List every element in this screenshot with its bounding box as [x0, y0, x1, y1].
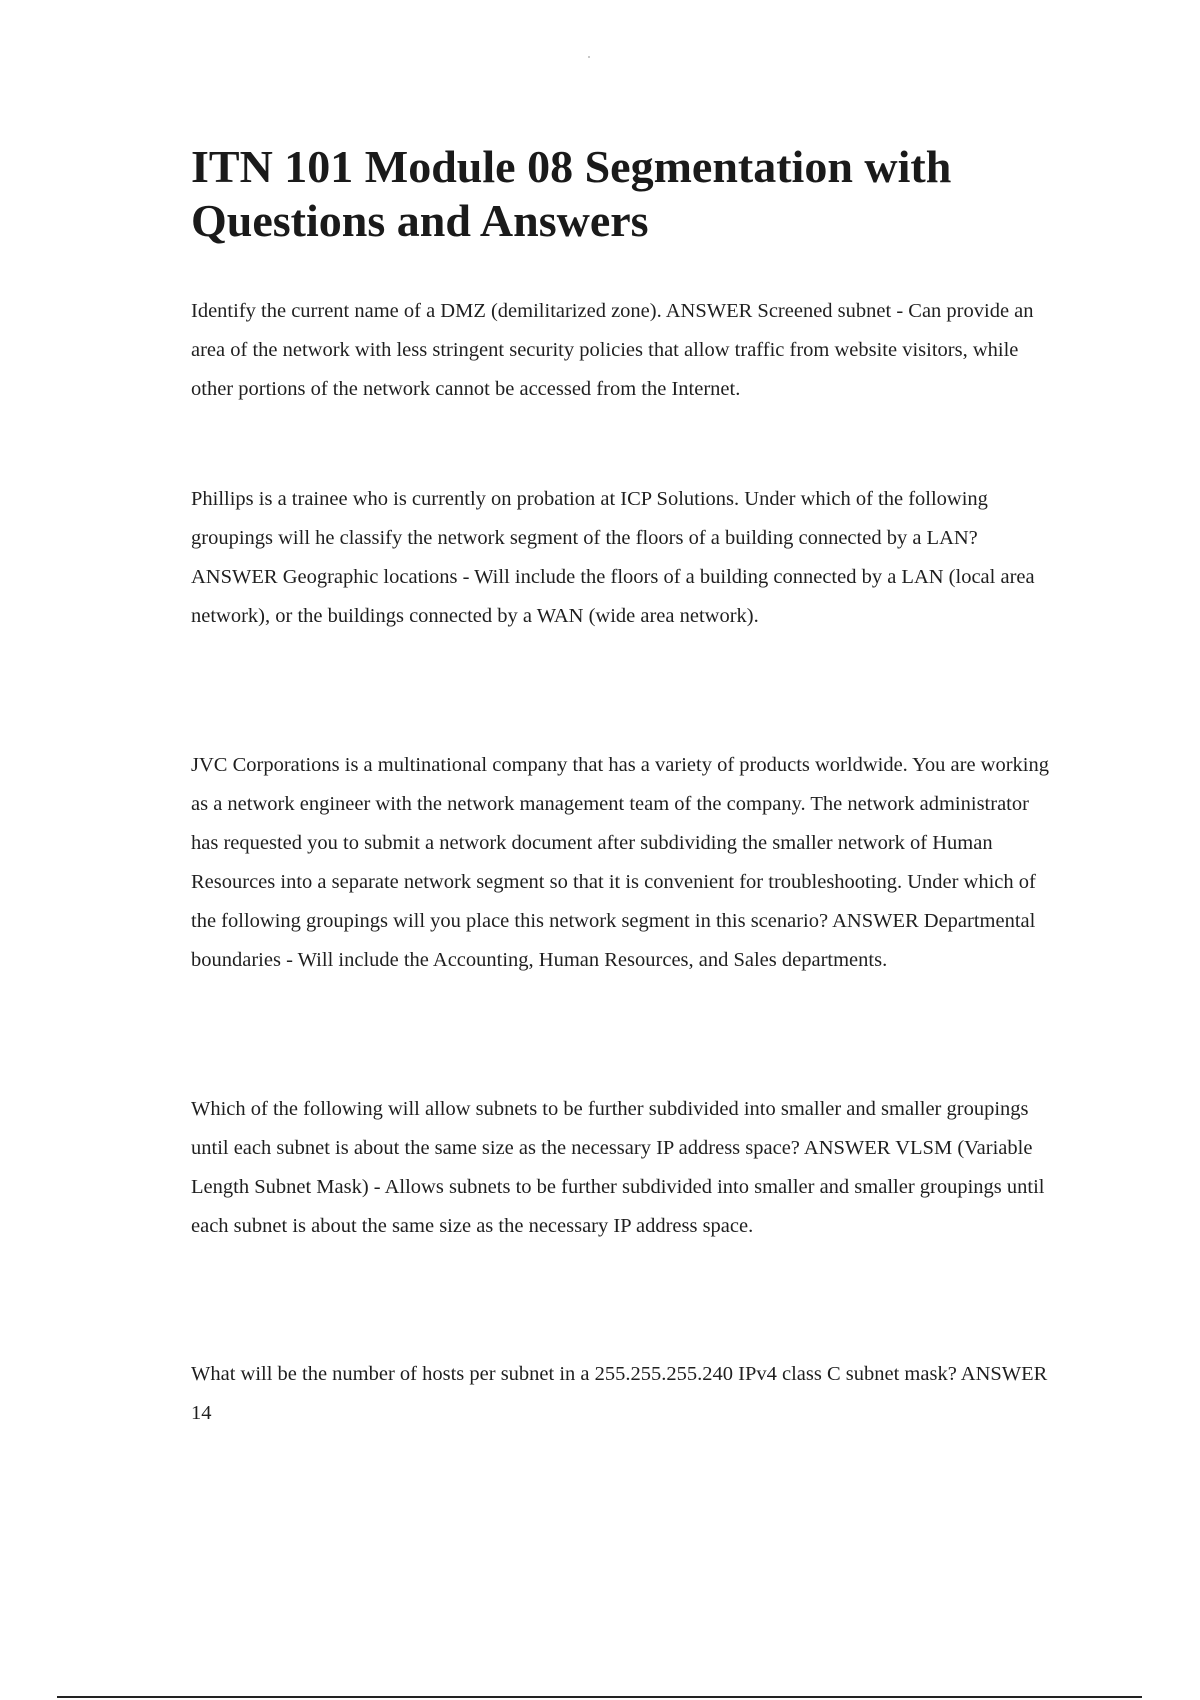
question-text: What will be the number of hosts per subnet in a 255.255.255.240 IPv4 class C subnet mask? — [191, 1363, 957, 1385]
answer-text: Geographic locations - Will include the floors of a building connected by a LAN (local area network), or the buildings connected by a WAN (wide area network). — [191, 566, 1035, 627]
answer-text: Screened subnet - Can provide an area of the network with less stringent security policies that allow traffic from website visitors, while other portions of the network cannot be accessed from the Internet. — [191, 300, 1034, 400]
answer-label: ANSWER — [803, 1137, 891, 1159]
question-text: Identify the current name of a DMZ (demilitarized zone). — [191, 300, 662, 322]
answer-text: 14 — [191, 1402, 212, 1424]
qa-item — [191, 292, 1051, 409]
qa-item — [191, 480, 1051, 636]
answer-label: ANSWER — [960, 1363, 1048, 1385]
qa-item — [191, 1355, 1051, 1433]
answer-text: VLSM (Variable Length Subnet Mask) - Allows subnets to be further subdivided into smaller and smaller groupings until each subnet is about the same size as the necessary IP address space. — [191, 1137, 1045, 1237]
scan-speck — [588, 56, 590, 58]
answer-label: ANSWER — [665, 300, 753, 322]
qa-item — [191, 1090, 1051, 1246]
page-bottom-rule — [57, 1696, 1142, 1698]
answer-label: ANSWER — [832, 910, 919, 932]
answer-label: ANSWER — [191, 566, 278, 588]
qa-item — [191, 746, 1051, 980]
question-text: Which of the following will allow subnets to be further subdivided into smaller and smaller groupings until each subnet is about the same size as the necessary IP address space? — [191, 1098, 1029, 1159]
question-text: Phillips is a trainee who is currently on probation at ICP Solutions. Under which of the following groupings will he classify the network segment of the floors of a building connected by a LAN? — [191, 488, 988, 549]
answer-text: Departmental boundaries - Will include the Accounting, Human Resources, and Sales departments. — [191, 910, 1036, 971]
question-text: JVC Corporations is a multinational company that has a variety of products worldwide. You are working as a network engineer with the network management team of the company. The network administrator has requested you to submit a network document after subdividing the smaller network of Human Resources into a separate network segment so that it is convenient for troubleshooting. Under which of the following groupings will you place this network segment in this scenario? — [191, 754, 1050, 932]
document-title: ITN 101 Module 08 Segmentation with Questions and Answers — [191, 141, 952, 246]
